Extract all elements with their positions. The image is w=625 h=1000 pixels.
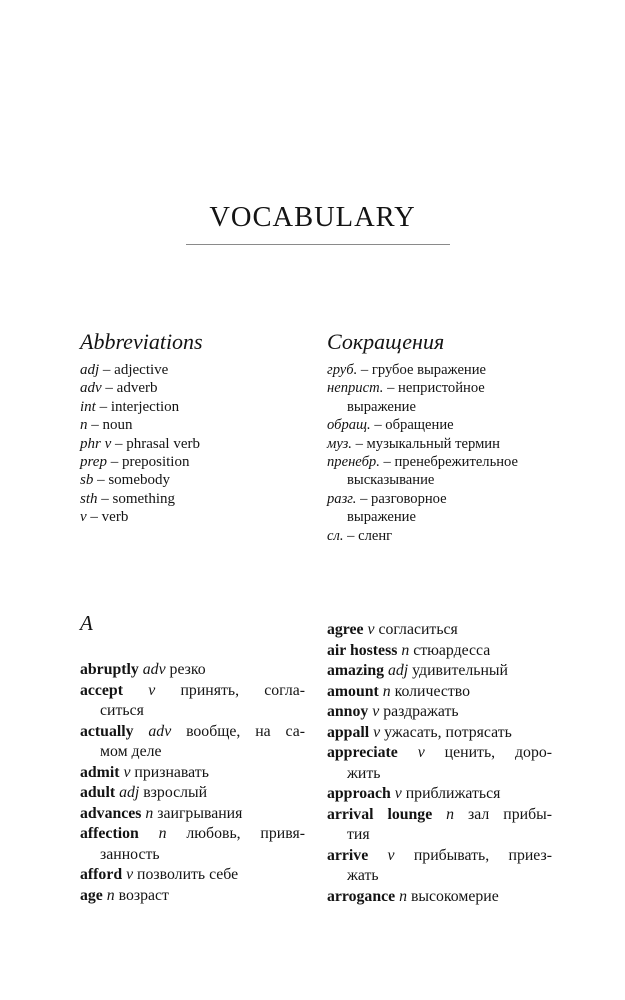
abbr-ru-dash: – <box>357 362 372 378</box>
abbr-en-item <box>80 435 305 453</box>
abbr-en-item <box>80 490 305 508</box>
entry-translation: ужасать, потрясать <box>384 723 512 741</box>
entry-pos: n <box>106 886 115 904</box>
entry-first-line <box>327 846 552 867</box>
entry-translation-cont: тия <box>347 826 370 843</box>
abbr-ru-item <box>327 453 552 490</box>
abbr-ru-code: сл. <box>327 527 344 544</box>
vocab-entry <box>80 763 305 784</box>
abbr-en-item <box>80 398 305 416</box>
abbr-ru-code: неприст. <box>327 380 384 397</box>
abbr-en-meaning: noun <box>102 417 133 434</box>
entry-first-line <box>80 722 305 743</box>
entry-pos: adj <box>119 784 140 801</box>
entry-pos: n <box>382 682 391 700</box>
entry-pos: v <box>372 703 380 720</box>
entry-word: amount <box>327 682 379 700</box>
entry-word: appall <box>327 723 370 741</box>
abbr-en-meaning: somebody <box>108 472 171 489</box>
abbr-en-dash: – <box>93 472 109 489</box>
vocab-entry <box>327 661 552 682</box>
heading-rule <box>186 244 450 245</box>
vocab-entry <box>327 805 552 846</box>
entry-translation: зал прибы- <box>468 805 552 823</box>
entry-translation: приближаться <box>405 785 501 802</box>
entry-first-line <box>327 743 552 764</box>
abbr-en-item <box>80 361 305 379</box>
vocab-entry <box>80 865 305 886</box>
entry-translation: высокомерие <box>410 887 499 905</box>
entry-translation: признавать <box>134 763 209 781</box>
entry-first-line <box>80 824 305 845</box>
abbr-en-code: adv <box>80 380 102 397</box>
abbr-ru-meaning: грубое выражение <box>371 362 487 378</box>
entry-word: advances <box>80 804 142 822</box>
entry-translation: любовь, привя- <box>186 825 306 842</box>
vocab-entry <box>80 824 305 865</box>
abbr-ru-item <box>327 490 552 527</box>
entry-word: air hostess <box>327 641 398 659</box>
abbreviations-ru-title: Сокращения <box>327 329 445 354</box>
abbr-en-item <box>80 508 305 526</box>
page-heading: VOCABULARY <box>209 202 416 233</box>
abbr-en-dash: – <box>95 398 111 415</box>
abbr-ru-meaning-cont: выражение <box>347 509 416 526</box>
entry-translation: ценить, доро- <box>444 744 553 761</box>
entry-translation: позволить себе <box>137 866 239 883</box>
vocab-entry <box>80 660 305 681</box>
abbr-en-dash: – <box>111 435 127 452</box>
entry-pos: n <box>145 804 154 822</box>
abbr-ru-meaning: разговорное <box>371 490 447 507</box>
entry-word: arrival lounge <box>327 805 433 823</box>
abbr-en-item <box>80 453 305 471</box>
abbreviations-en-list <box>80 361 305 527</box>
abbr-en-dash: – <box>86 509 102 526</box>
abbr-ru-meaning-cont: выражение <box>347 398 416 415</box>
entry-pos: v <box>373 723 381 741</box>
entry-pos: v <box>387 846 395 864</box>
abbr-ru-code: разг. <box>327 490 357 507</box>
entry-translation: резко <box>169 661 206 678</box>
abbr-en-code: adj <box>80 362 100 378</box>
abbr-ru-dash: – <box>383 380 399 397</box>
entry-word: approach <box>327 785 391 802</box>
entry-translation: возраст <box>118 886 169 904</box>
entry-translation-cont: занность <box>100 845 160 863</box>
entry-word: adult <box>80 784 116 801</box>
abbr-en-meaning: phrasal verb <box>126 435 200 452</box>
vocab-entry <box>327 702 552 723</box>
entry-word: annoy <box>327 703 369 720</box>
abbr-ru-item <box>327 361 552 379</box>
abbr-ru-code: пренебр. <box>327 454 380 471</box>
abbr-en-item <box>80 379 305 397</box>
abbr-ru-meaning: пренебрежительное <box>394 454 519 471</box>
entry-word: amazing <box>327 662 385 679</box>
abbr-ru-dash: – <box>351 435 367 452</box>
entry-pos: n <box>446 805 455 823</box>
entry-translation: раздражать <box>383 703 459 720</box>
entry-translation: взрослый <box>143 784 208 801</box>
abbr-en-code: prep <box>80 454 107 471</box>
entry-pos: v <box>417 744 425 761</box>
entry-pos: n <box>399 887 407 905</box>
abbr-en-dash: – <box>97 490 113 507</box>
abbr-en-code: n <box>80 417 88 434</box>
section-letter: A <box>80 611 93 635</box>
vocab-list-right <box>327 620 552 907</box>
entry-pos: adj <box>388 662 409 679</box>
abbreviations-en-title: Abbreviations <box>80 329 203 354</box>
entry-word: agree <box>327 621 364 638</box>
entry-word: admit <box>80 763 120 781</box>
entry-pos: n <box>158 825 167 842</box>
vocab-entry <box>80 804 305 825</box>
abbr-en-meaning: preposition <box>121 454 190 471</box>
abbr-en-meaning: something <box>112 490 176 507</box>
entry-pos: v <box>148 681 156 699</box>
vocab-entry <box>327 743 552 784</box>
vocab-entry <box>327 846 552 887</box>
vocab-column-left <box>80 609 305 906</box>
abbr-ru-code: обращ. <box>327 417 371 434</box>
vocab-entry <box>80 886 305 907</box>
entry-translation-cont: ситься <box>100 702 144 719</box>
entry-word: arrive <box>327 846 369 864</box>
vocab-list-left <box>80 660 305 906</box>
entry-translation: количество <box>394 682 471 700</box>
entry-first-line <box>327 805 552 826</box>
abbr-en-code: int <box>80 398 96 415</box>
abbr-en-meaning: verb <box>101 509 129 526</box>
abbr-en-meaning: interjection <box>110 398 180 415</box>
abbr-ru-meaning: сленг <box>358 527 393 544</box>
entry-translation: принять, согла- <box>180 681 306 699</box>
entry-word: appreciate <box>327 744 398 761</box>
entry-pos: v <box>123 763 131 781</box>
abbr-en-item <box>80 471 305 489</box>
abbr-ru-item <box>327 435 552 453</box>
entry-first-line <box>80 681 305 702</box>
entry-translation: вообще, на са- <box>186 722 306 740</box>
vocab-entry <box>327 620 552 641</box>
abbr-ru-item <box>327 416 552 434</box>
entry-pos: n <box>401 641 410 659</box>
vocab-entry <box>80 783 305 804</box>
abbr-ru-meaning-cont: высказывание <box>347 472 435 489</box>
vocab-entry <box>327 682 552 703</box>
abbr-en-code: phr v <box>80 435 112 452</box>
vocab-entry <box>80 681 305 722</box>
abbr-ru-meaning: непристойное <box>398 380 485 397</box>
entry-pos: v <box>367 621 375 638</box>
entry-translation-cont: жать <box>347 867 379 884</box>
entry-translation: стюардесса <box>413 641 491 659</box>
entry-word: affection <box>80 825 139 842</box>
abbr-en-code: v <box>80 509 87 526</box>
abbr-ru-meaning: музыкальный термин <box>366 435 500 452</box>
abbr-en-item <box>80 416 305 434</box>
abbreviations-ru-block <box>327 328 552 545</box>
vocab-entry <box>327 641 552 662</box>
abbr-en-dash: – <box>99 362 115 378</box>
abbreviations-en-block <box>80 328 305 527</box>
abbr-ru-dash: – <box>356 490 372 507</box>
entry-translation: прибывать, приез- <box>413 846 553 864</box>
abbr-en-code: sth <box>80 490 98 507</box>
entry-word: arrogance <box>327 887 396 905</box>
abbr-ru-code: муз. <box>327 435 352 452</box>
entry-word: actually <box>80 722 134 740</box>
abbr-en-meaning: adverb <box>116 380 158 397</box>
entry-translation: согласиться <box>378 621 458 638</box>
abbr-ru-item <box>327 379 552 416</box>
abbr-en-dash: – <box>87 417 103 434</box>
vocab-entry <box>327 723 552 744</box>
abbr-ru-dash: – <box>370 417 386 434</box>
vocab-column-right <box>327 620 552 907</box>
abbr-ru-dash: – <box>343 527 359 544</box>
vocab-entry <box>327 784 552 805</box>
vocab-entry <box>327 887 552 908</box>
entry-pos: v <box>126 866 134 883</box>
vocab-entry <box>80 722 305 763</box>
entry-translation-cont: мом деле <box>100 743 162 760</box>
abbr-en-meaning: adjective <box>114 362 169 378</box>
entry-translation: удивительный <box>412 662 508 679</box>
entry-word: accept <box>80 681 123 699</box>
abbr-ru-item <box>327 527 552 545</box>
entry-translation-cont: жить <box>347 764 381 782</box>
abbr-en-dash: – <box>101 380 117 397</box>
entry-pos: adv <box>142 661 166 678</box>
entry-word: abruptly <box>80 661 139 678</box>
abbr-ru-meaning: обращение <box>385 417 454 434</box>
abbr-ru-dash: – <box>379 454 395 471</box>
entry-translation: заигрывания <box>157 804 243 822</box>
abbreviations-ru-list <box>327 361 552 545</box>
entry-word: afford <box>80 866 123 883</box>
entry-pos: v <box>394 785 402 802</box>
entry-pos: adv <box>148 722 172 740</box>
abbr-en-code: sb <box>80 472 94 489</box>
entry-word: age <box>80 886 103 904</box>
abbr-en-dash: – <box>106 454 122 471</box>
abbr-ru-code: груб. <box>327 362 358 378</box>
